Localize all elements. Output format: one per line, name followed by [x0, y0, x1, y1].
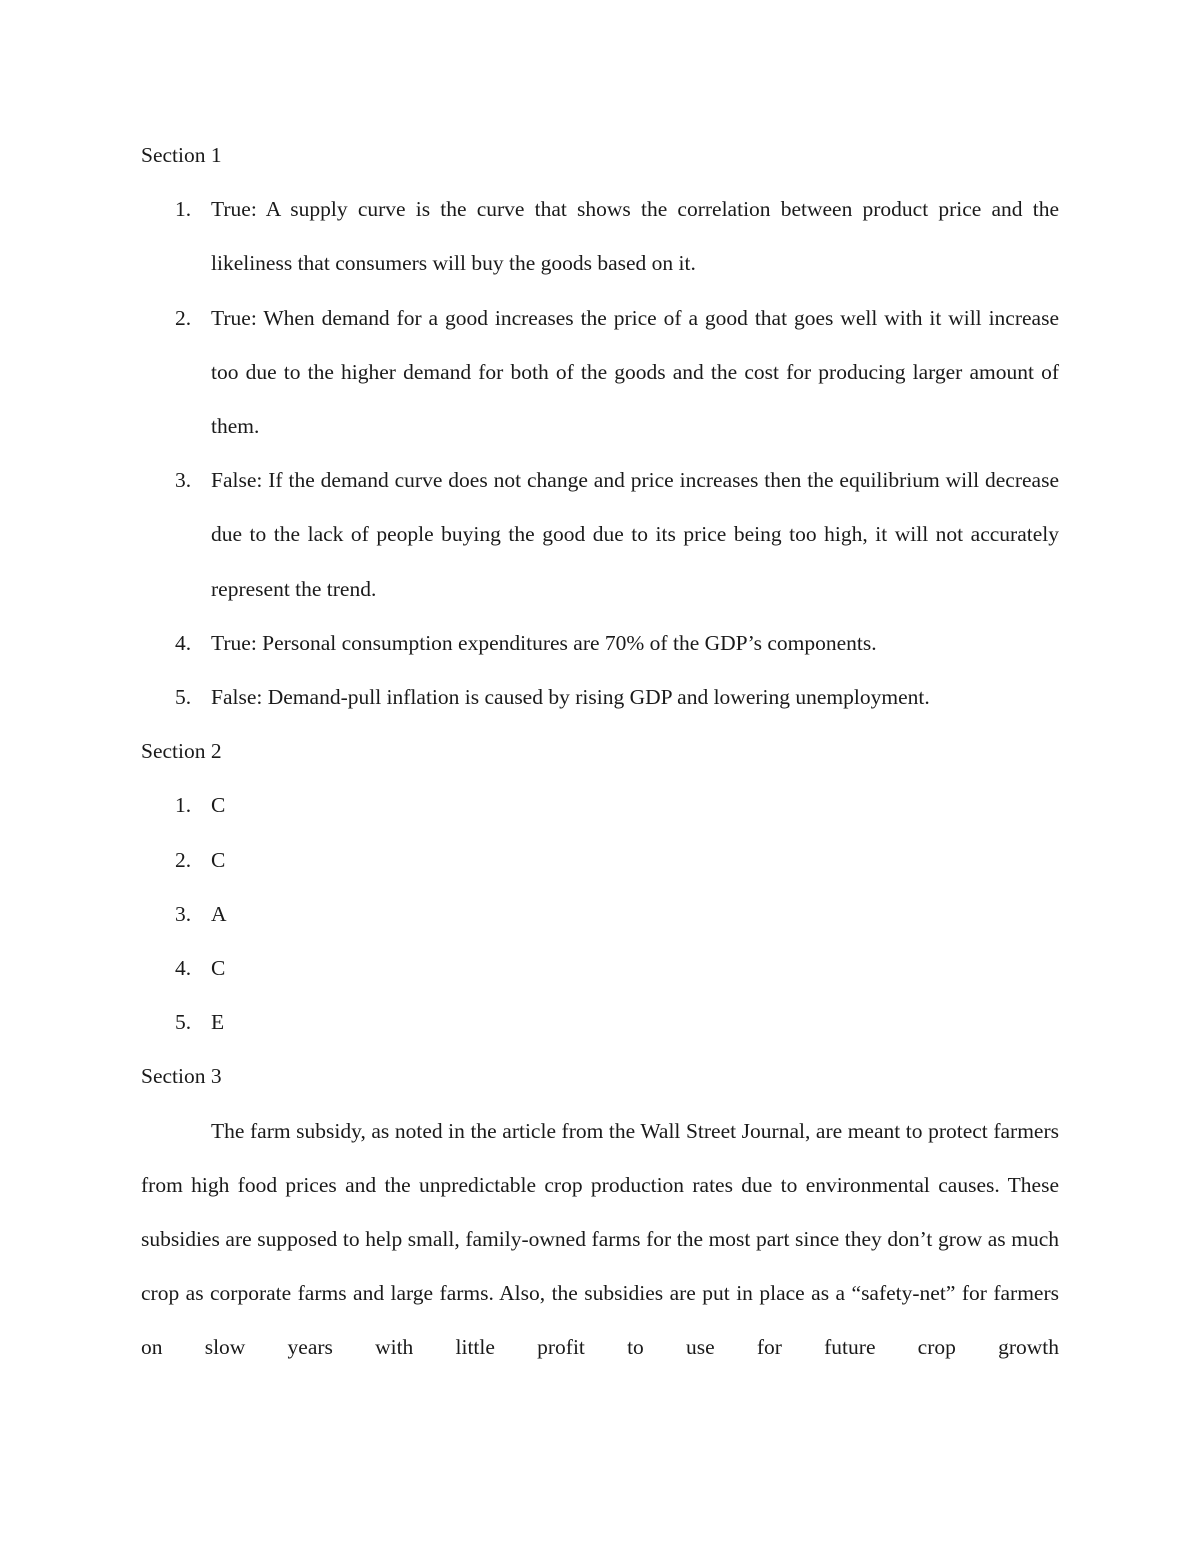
- list-item-number: 2.: [175, 305, 192, 330]
- list-item-number: 4.: [175, 956, 192, 981]
- list-item: [141, 670, 1059, 724]
- document-body: [141, 128, 1059, 1375]
- list-item-text: True: Personal consumption expenditures are 70% of the GDP’s components.: [211, 630, 877, 655]
- list-item: [141, 941, 1059, 995]
- list-item: [141, 995, 1059, 1049]
- list-item: [141, 291, 1059, 454]
- list-item-number: 3.: [175, 468, 192, 493]
- list-item-number: 5.: [175, 1010, 192, 1035]
- list-item: [141, 616, 1059, 670]
- list-item-number: 4.: [175, 630, 192, 655]
- list-item: [141, 778, 1059, 832]
- list-item-text: E: [211, 1010, 225, 1035]
- list-item: [141, 453, 1059, 616]
- section-3-heading: Section 3: [141, 1064, 222, 1089]
- section-2-heading: Section 2: [141, 739, 222, 764]
- list-item-text: C: [211, 847, 226, 872]
- section-3-paragraph: The farm subsidy, as noted in the article from the Wall Street Journal, are meant to protect farmers from high food prices and the unpredictable crop production rates due to environmental causes. These subsidies are supposed to help small, family-owned farms for the most part since they don’t grow as much crop as corporate farms and large farms. Also, the subsidies are put in place as a “safety-net” for farmers on slow years with little profit to use for future crop growth: [141, 1118, 1059, 1360]
- list-item: [141, 182, 1059, 290]
- list-item-text: C: [211, 956, 226, 981]
- section-1-list: [141, 182, 1059, 724]
- list-item-text: False: Demand-pull inflation is caused by rising GDP and lowering unemployment.: [211, 685, 930, 710]
- section-1-heading: Section 1: [141, 143, 222, 167]
- list-item: [141, 887, 1059, 941]
- list-item: [141, 833, 1059, 887]
- list-item-number: 2.: [175, 847, 192, 872]
- list-item-number: 1.: [175, 793, 192, 818]
- list-item-number: 5.: [175, 685, 192, 710]
- list-item-number: 1.: [175, 197, 192, 222]
- list-item-text: True: When demand for a good increases the price of a good that goes well with it will increase too due to the higher demand for both of the goods and the cost for producing larger amount of them.: [211, 305, 1059, 439]
- list-item-text: A: [211, 901, 227, 926]
- list-item-text: True: A supply curve is the curve that shows the correlation between product price and the likeliness that consumers will buy the goods based on it.: [211, 197, 1059, 276]
- list-item-number: 3.: [175, 901, 192, 926]
- section-2-list: [141, 778, 1059, 1049]
- list-item-text: False: If the demand curve does not change and price increases then the equilibrium will decrease due to the lack of people buying the good due to its price being too high, it will not accurately represent the trend.: [211, 468, 1059, 601]
- list-item-text: C: [211, 793, 226, 818]
